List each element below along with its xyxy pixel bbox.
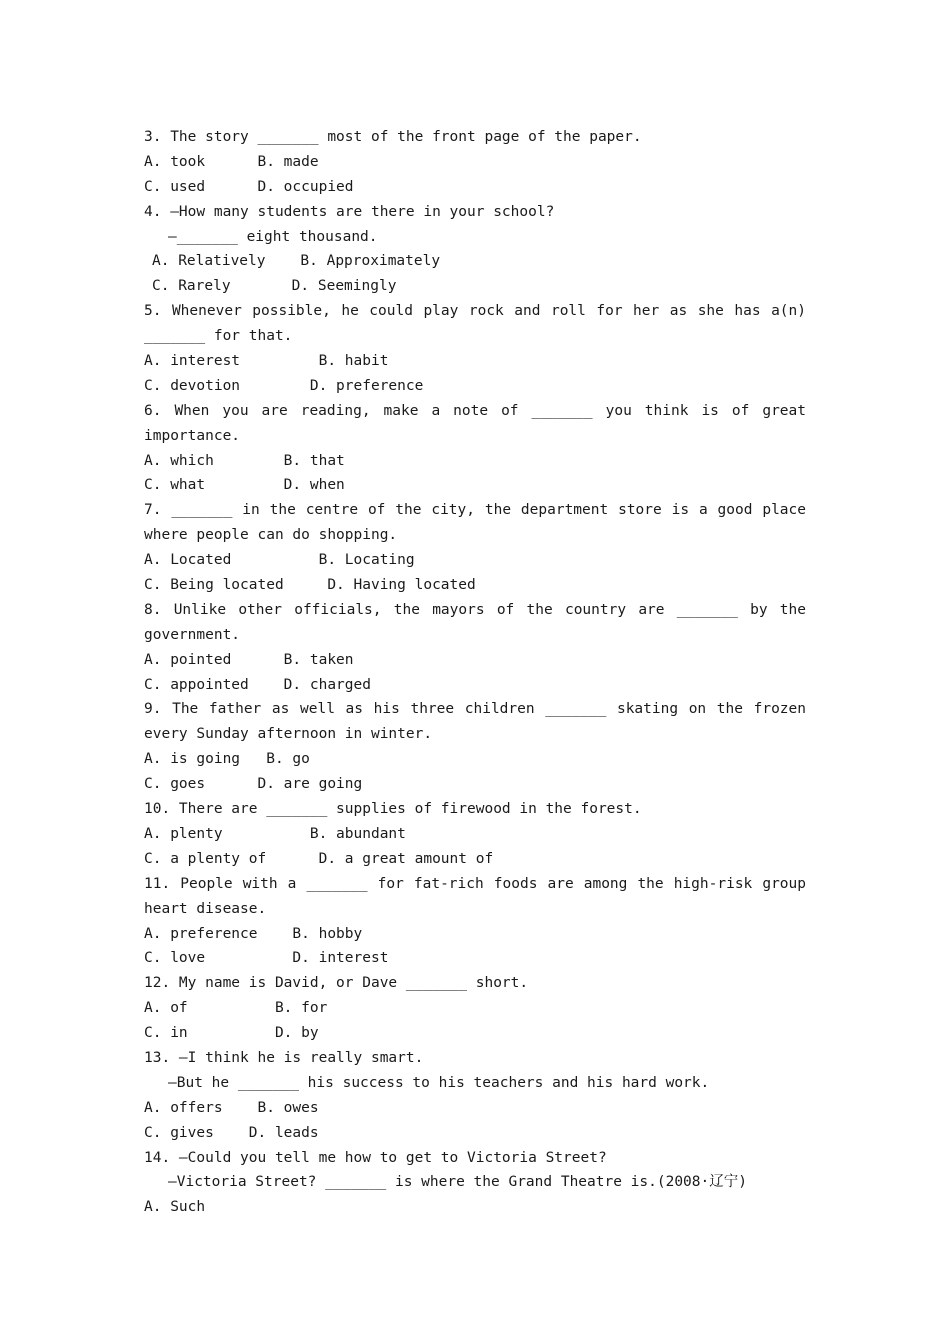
question-13-options-cd: C. gives D. leads (144, 1124, 319, 1141)
question-9-options-ab: A. is going B. go (144, 751, 310, 768)
question-14-reply: —Victoria Street? _______ is where the Grand Theatre is.(2008·辽宁) (168, 1174, 747, 1191)
question-10-stem: 10. There are _______ supplies of firewood in the forest. (144, 801, 642, 818)
question-7-stem: 7. _______ in the centre of the city, the department store is a good place (144, 502, 806, 519)
question-12-options-ab: A. of B. for (144, 1000, 328, 1017)
question-4-stem: 4. —How many students are there in your school? (144, 203, 555, 220)
question-12-options-cd: C. in D. by (144, 1025, 319, 1042)
question-8-options-ab: A. pointed B. taken (144, 651, 354, 668)
question-4-options-ab: A. Relatively B. Approximately (152, 253, 441, 270)
question-3-options-ab: A. took B. made (144, 153, 319, 170)
question-8-options-cd: C. appointed D. charged (144, 676, 371, 693)
question-7-options-cd: C. Being located D. Having located (144, 577, 476, 594)
question-6-options-cd: C. what D. when (144, 477, 345, 494)
question-11-stem-cont: heart disease. (144, 900, 267, 917)
question-13-options-ab: A. offers B. owes (144, 1099, 319, 1116)
question-5-options-cd: C. devotion D. preference (144, 377, 424, 394)
question-5-stem-cont: _______ for that. (144, 328, 293, 345)
question-9-options-cd: C. goes D. are going (144, 776, 363, 793)
question-11-options-ab: A. preference B. hobby (144, 925, 363, 942)
question-3-stem: 3. The story _______ most of the front page of the paper. (144, 129, 642, 145)
question-11-options-cd: C. love D. interest (144, 950, 389, 967)
question-8-stem-cont: government. (144, 626, 241, 643)
question-11-stem: 11. People with a _______ for fat-rich foods are among the high-risk group (144, 875, 806, 892)
question-4-options-cd: C. Rarely D. Seemingly (152, 278, 397, 295)
question-8-stem: 8. Unlike other officials, the mayors of the country are _______ by the (144, 601, 806, 618)
question-5-options-ab: A. interest B. habit (144, 353, 389, 370)
question-13-stem: 13. —I think he is really smart. (144, 1049, 424, 1066)
question-5-stem: 5. Whenever possible, he could play rock and roll for her as she has a(n) (144, 303, 806, 320)
question-4-reply: —_______ eight thousand. (168, 228, 378, 245)
question-9-stem: 9. The father as well as his three children _______ skating on the frozen (144, 701, 806, 718)
question-6-stem: 6. When you are reading, make a note of _______ you think is of great (144, 402, 806, 419)
question-9-stem-cont: every Sunday afternoon in winter. (144, 726, 433, 743)
question-6-stem-cont: importance. (144, 427, 241, 444)
question-14-stem: 14. —Could you tell me how to get to Victoria Street? (144, 1149, 607, 1166)
question-13-reply: —But he _______ his success to his teachers and his hard work. (168, 1074, 710, 1091)
question-list (144, 125, 806, 1220)
question-10-options-cd: C. a plenty of D. a great amount of (144, 850, 494, 867)
question-12-stem: 12. My name is David, or Dave _______ short. (144, 975, 529, 992)
question-14-option-a: A. Such (144, 1199, 206, 1216)
question-3-options-cd: C. used D. occupied (144, 178, 354, 195)
question-7-stem-cont: where people can do shopping. (144, 527, 398, 544)
question-6-options-ab: A. which B. that (144, 452, 345, 469)
question-10-options-ab: A. plenty B. abundant (144, 825, 406, 842)
question-7-options-ab: A. Located B. Locating (144, 552, 415, 569)
